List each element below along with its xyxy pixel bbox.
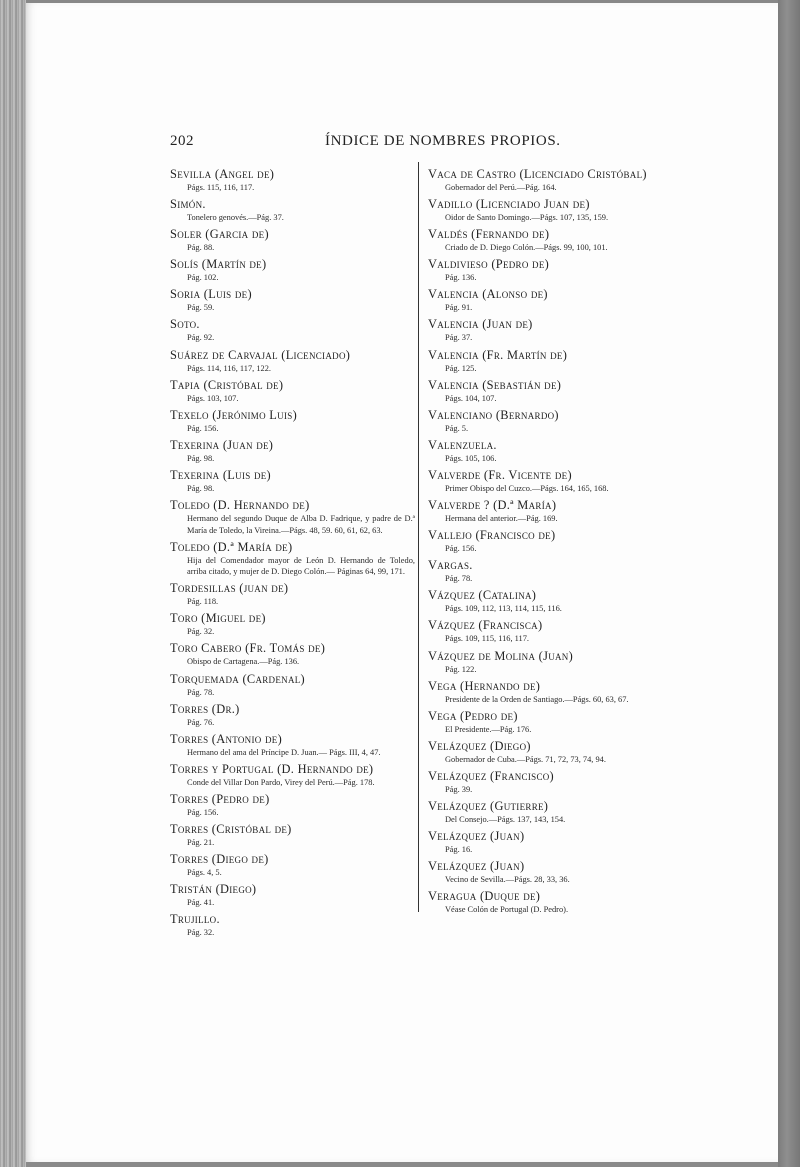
index-entry xyxy=(428,587,673,615)
entry-detail: Pág. 5. xyxy=(445,423,469,433)
entry-detail: Pág. 78. xyxy=(187,687,215,697)
entry-detail: Conde del Villar Don Pardo, Virey del Perú.—Pág. 178. xyxy=(187,777,375,787)
index-entry xyxy=(428,407,673,435)
entry-name: Tristán (Diego) xyxy=(170,882,257,897)
index-entry xyxy=(428,617,673,645)
entry-detail: Oidor de Santo Domingo.—Págs. 107, 135, 159. xyxy=(445,213,609,223)
index-entry xyxy=(428,166,673,194)
entry-detail: Págs. 4, 5. xyxy=(187,868,222,878)
entry-name: Tordesillas (juan de) xyxy=(170,581,289,596)
index-entry xyxy=(428,648,673,676)
entry-name: Torres (Antonio de) xyxy=(170,731,282,746)
entry-name: Velázquez (Gutierre) xyxy=(428,798,549,813)
index-entry xyxy=(170,851,415,879)
index-entry xyxy=(428,377,673,405)
entry-detail: Pág. 59. xyxy=(187,303,215,313)
entry-name: Torres (Dr.) xyxy=(170,701,240,716)
page-header xyxy=(170,133,670,153)
entry-name: Soto. xyxy=(170,317,200,332)
index-entry xyxy=(428,798,673,826)
entry-name: Torres (Diego de) xyxy=(170,852,269,867)
entry-detail: Págs. 103, 107. xyxy=(187,393,239,403)
entry-name: Valenzuela. xyxy=(428,437,497,452)
entry-detail: Hermana del anterior.—Pág. 169. xyxy=(445,514,558,524)
entry-name: Toro (Miguel de) xyxy=(170,611,266,626)
index-entry xyxy=(170,881,415,909)
entry-name: Soler (Garcia de) xyxy=(170,227,269,242)
entry-detail: Presidente de la Orden de Santiago.—Págs. 60, 63, 67. xyxy=(445,694,629,704)
entry-detail: Hija del Comendador mayor de León D. Hernando de Toledo, arriba citado, y mujer de D. Diego Colón.— Páginas 64, 99, 171. xyxy=(187,555,415,577)
index-entry xyxy=(428,557,673,585)
entry-detail: Gobernador del Perú.—Pág. 164. xyxy=(445,183,557,192)
entry-name: Texerina (Luis de) xyxy=(170,467,271,482)
entry-detail: Tonelero genovés.—Pág. 37. xyxy=(187,213,284,223)
entry-detail: Pág. 92. xyxy=(187,333,215,343)
entry-name: Toledo (D.ª María de) xyxy=(170,539,293,554)
scan-right-edge xyxy=(778,0,800,1167)
entry-detail: Págs. 104, 107. xyxy=(445,393,497,403)
entry-detail: Págs. 114, 116, 117, 122. xyxy=(187,363,271,373)
entry-detail: Pág. 98. xyxy=(187,483,215,493)
index-entry xyxy=(170,791,415,819)
index-entry xyxy=(170,407,415,435)
index-entry xyxy=(428,497,673,525)
index-entry xyxy=(428,437,673,465)
entry-detail: Pág. 125. xyxy=(445,363,477,373)
entry-name: Toro Cabero (Fr. Tomás de) xyxy=(170,641,326,656)
index-entry xyxy=(428,467,673,495)
entry-detail: Pág. 91. xyxy=(445,303,473,313)
entry-name: Valencia (Juan de) xyxy=(428,317,533,332)
entry-detail: Obispo de Cartagena.—Pág. 136. xyxy=(187,657,300,667)
index-entry xyxy=(170,437,415,465)
index-entry xyxy=(428,226,673,254)
entry-name: Valdés (Fernando de) xyxy=(428,227,550,242)
entry-detail: Hermano del segundo Duque de Alba D. Fadrique, y padre de D.ª María de Toledo, la Vireina.—Págs. 48, 59. 60, 61, 62, 63. xyxy=(187,514,415,535)
entry-name: Torres (Pedro de) xyxy=(170,791,270,806)
entry-name: Toledo (D. Hernando de) xyxy=(170,498,310,513)
index-entry xyxy=(170,761,415,789)
entry-detail: Pág. 32. xyxy=(187,627,215,637)
entry-name: Suárez de Carvajal (Licenciado) xyxy=(170,347,351,362)
index-entry xyxy=(170,166,415,194)
entry-name: Valenciano (Bernardo) xyxy=(428,407,559,422)
entry-name: Trujillo. xyxy=(170,912,220,927)
entry-name: Valverde (Fr. Vicente de) xyxy=(428,467,572,482)
index-entry xyxy=(428,196,673,224)
index-entry xyxy=(170,640,415,668)
index-entry xyxy=(428,888,673,916)
entry-name: Torres y Portugal (D. Hernando de) xyxy=(170,761,374,776)
index-entry xyxy=(428,708,673,736)
index-entry xyxy=(170,226,415,254)
index-entry xyxy=(170,580,415,608)
entry-name: Velázquez (Juan) xyxy=(428,829,525,844)
index-entry xyxy=(170,671,415,699)
index-entry xyxy=(170,911,415,939)
entry-detail: Gobernador de Cuba.—Págs. 71, 72, 73, 74, 94. xyxy=(445,754,606,764)
index-entry xyxy=(170,256,415,284)
index-entry xyxy=(428,347,673,375)
entry-detail: Hermano del ama del Príncipe D. Juan.— Págs. III, 4, 47. xyxy=(187,747,381,757)
entry-name: Tapia (Cristóbal de) xyxy=(170,377,284,392)
entry-name: Texelo (Jerónimo Luis) xyxy=(170,407,297,422)
entry-detail: Pág. 156. xyxy=(187,423,219,433)
entry-name: Valencia (Fr. Martín de) xyxy=(428,347,568,362)
entry-detail: Pág. 32. xyxy=(187,928,215,938)
index-entry xyxy=(170,316,415,344)
entry-detail: Pág. 39. xyxy=(445,784,473,794)
entry-detail: Vecino de Sevilla.—Págs. 28, 33, 36. xyxy=(445,875,570,885)
index-entry xyxy=(170,196,415,224)
entry-name: Velázquez (Diego) xyxy=(428,738,531,753)
entry-name: Torres (Cristóbal de) xyxy=(170,821,292,836)
entry-detail: Del Consejo.—Págs. 137, 143, 154. xyxy=(445,814,566,824)
entry-name: Vaca de Castro (Licenciado Cristóbal) xyxy=(428,167,647,181)
entry-name: Vega (Pedro de) xyxy=(428,708,518,723)
entry-name: Vargas. xyxy=(428,558,473,573)
entry-name: Veragua (Duque de) xyxy=(428,889,541,904)
entry-detail: Pág. 76. xyxy=(187,717,215,727)
entry-name: Sevilla (Angel de) xyxy=(170,167,275,181)
entry-detail: Pág. 156. xyxy=(187,807,219,817)
index-entry xyxy=(170,286,415,314)
entry-detail: Pág. 118. xyxy=(187,597,219,607)
index-entry xyxy=(170,347,415,375)
entry-name: Valverde ? (D.ª María) xyxy=(428,498,557,513)
entry-name: Vallejo (Francisco de) xyxy=(428,528,556,543)
entry-detail: Pág. 98. xyxy=(187,453,215,463)
running-title: ÍNDICE DE NOMBRES PROPIOS. xyxy=(325,133,561,149)
index-entry xyxy=(170,610,415,638)
entry-detail: Véase Colón de Portugal (D. Pedro). xyxy=(445,905,569,915)
entry-detail: Pág. 136. xyxy=(445,273,477,283)
entry-detail: Págs. 115, 116, 117. xyxy=(187,183,255,192)
index-entry xyxy=(428,286,673,314)
page-number: 202 xyxy=(170,133,194,149)
index-entry xyxy=(428,768,673,796)
entry-detail: Págs. 105, 106. xyxy=(445,453,497,463)
entry-detail: Págs. 109, 112, 113, 114, 115, 116. xyxy=(445,604,562,614)
entry-name: Vadillo (Licenciado Juan de) xyxy=(428,197,590,212)
entry-detail: Pág. 21. xyxy=(187,837,215,847)
entry-name: Texerina (Juan de) xyxy=(170,437,274,452)
index-entry xyxy=(428,678,673,706)
entry-name: Torquemada (Cardenal) xyxy=(170,671,305,686)
index-entry xyxy=(170,539,415,578)
entry-detail: Pág. 102. xyxy=(187,273,219,283)
index-entry xyxy=(170,731,415,759)
entry-name: Vega (Hernando de) xyxy=(428,678,541,693)
entry-name: Velázquez (Francisco) xyxy=(428,768,554,783)
index-entry xyxy=(428,738,673,766)
entry-detail: Primer Obispo del Cuzco.—Págs. 164, 165, 168. xyxy=(445,483,609,493)
entry-name: Valdivieso (Pedro de) xyxy=(428,257,550,272)
entry-name: Vázquez (Francisca) xyxy=(428,618,543,633)
entry-name: Valencia (Sebastián de) xyxy=(428,377,562,392)
index-entry xyxy=(428,256,673,284)
index-entry xyxy=(428,527,673,555)
index-entry xyxy=(170,701,415,729)
entry-detail: Criado de D. Diego Colón.—Págs. 99, 100, 101. xyxy=(445,243,608,253)
entry-detail: El Presidente.—Pág. 176. xyxy=(445,724,532,734)
entry-name: Valencia (Alonso de) xyxy=(428,287,548,302)
index-entry xyxy=(170,497,415,536)
index-entry xyxy=(170,821,415,849)
entry-detail: Pág. 37. xyxy=(445,333,473,343)
book-binding-edge xyxy=(0,0,26,1167)
entry-name: Vázquez (Catalina) xyxy=(428,588,537,603)
entry-detail: Pág. 122. xyxy=(445,664,477,674)
index-entry xyxy=(428,828,673,856)
entry-detail: Pág. 78. xyxy=(445,574,473,584)
index-entry xyxy=(428,316,673,344)
entry-name: Solís (Martín de) xyxy=(170,257,267,272)
index-column-right xyxy=(428,166,673,918)
entry-detail: Pág. 156. xyxy=(445,544,477,554)
column-divider xyxy=(418,162,419,912)
index-entry xyxy=(170,377,415,405)
entry-detail: Pág. 16. xyxy=(445,845,473,855)
entry-detail: Pág. 88. xyxy=(187,243,215,253)
entry-name: Vázquez de Molina (Juan) xyxy=(428,648,574,663)
index-entry xyxy=(428,858,673,886)
index-column-left xyxy=(170,166,415,941)
index-entry xyxy=(170,467,415,495)
entry-name: Soria (Luis de) xyxy=(170,287,252,302)
entry-detail: Págs. 109, 115, 116, 117. xyxy=(445,634,529,644)
entry-name: Velázquez (Juan) xyxy=(428,859,525,874)
entry-name: Simón. xyxy=(170,197,206,212)
entry-detail: Pág. 41. xyxy=(187,898,215,908)
